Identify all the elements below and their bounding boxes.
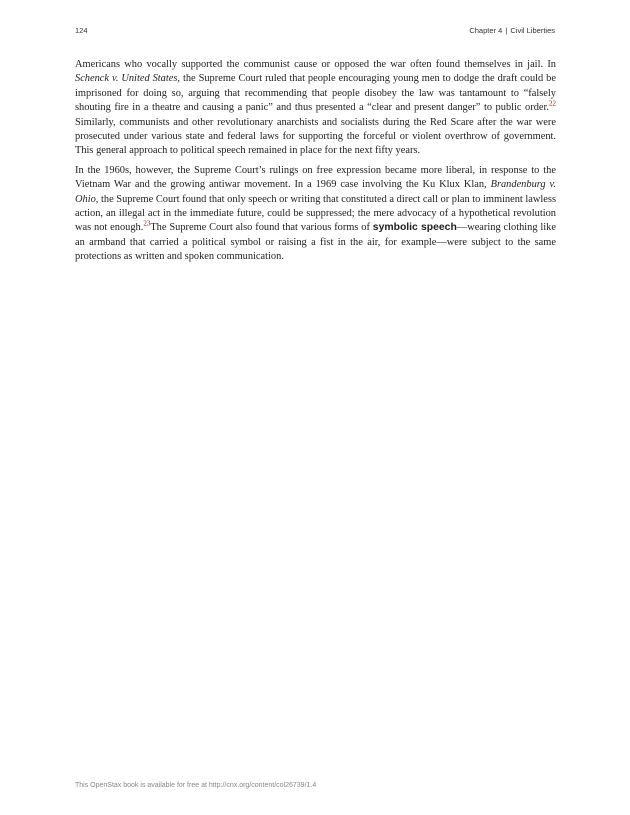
- key-term-symbolic-speech: symbolic speech: [372, 222, 457, 234]
- page-number: 124: [75, 26, 88, 35]
- page-header: [75, 26, 555, 40]
- paragraph-text: The Supreme Court also found that various forms of: [150, 222, 373, 234]
- page-footer: This OpenStax book is available for free at http://cnx.org/content/col26739/1.4: [75, 782, 317, 789]
- paragraph-schenck: [75, 58, 556, 159]
- chapter-label: Chapter 4: [469, 26, 503, 35]
- paragraph-text: , the Supreme Court ruled that people encouraging young men to dodge the draft could be imprisoned for doing so, arguing that recommending that people disobey the law was tantamount to “falsely shouting fire in a theatre and causing a panic” and thus presented a “clear and present danger” to public order.: [75, 73, 556, 114]
- footnote-link-23[interactable]: 23: [143, 220, 151, 228]
- footnote-link-22[interactable]: 22: [549, 99, 556, 108]
- paragraph-text: , the Supreme Court found that only speech or writing that constituted a direct call or plan to imminent lawless action, an illegal act in the immediate future, could be suppressed; the mere advocacy of a hypothetical revolution was not enough.: [75, 193, 556, 234]
- paragraph-text: In the 1960s, however, the Supreme Court’s rulings on free expression became more liberal, in response to the Vietnam War and the growing antiwar movement. In a 1969 case involving the Ku Klux Klan,: [75, 164, 556, 191]
- body-text: [75, 58, 556, 270]
- chapter-separator: |: [505, 26, 508, 35]
- paragraph-text: Similarly, communists and other revolutionary anarchists and socialists during the Red Scare after the war were prosecuted under various state and federal laws for supporting the forceful or violent overthrow of government. This general approach to political speech remained in place for the next fifty years.: [75, 116, 556, 157]
- case-name-schenck: Schenck v. United States: [75, 73, 178, 85]
- running-chapter-title: [469, 26, 555, 35]
- chapter-name: Civil Liberties: [510, 26, 555, 35]
- paragraph-text: Americans who vocally supported the communist cause or opposed the war often found themselves in jail. In: [75, 59, 556, 70]
- case-name-brandenburg: Brandenburg v. Ohio: [75, 179, 556, 205]
- paragraph-text: —wearing clothing like an armband that carried a political symbol or raising a fist in the air, for example—were subject to the same protections as written and spoken communication.: [75, 222, 556, 263]
- paragraph-brandenburg: [75, 164, 556, 265]
